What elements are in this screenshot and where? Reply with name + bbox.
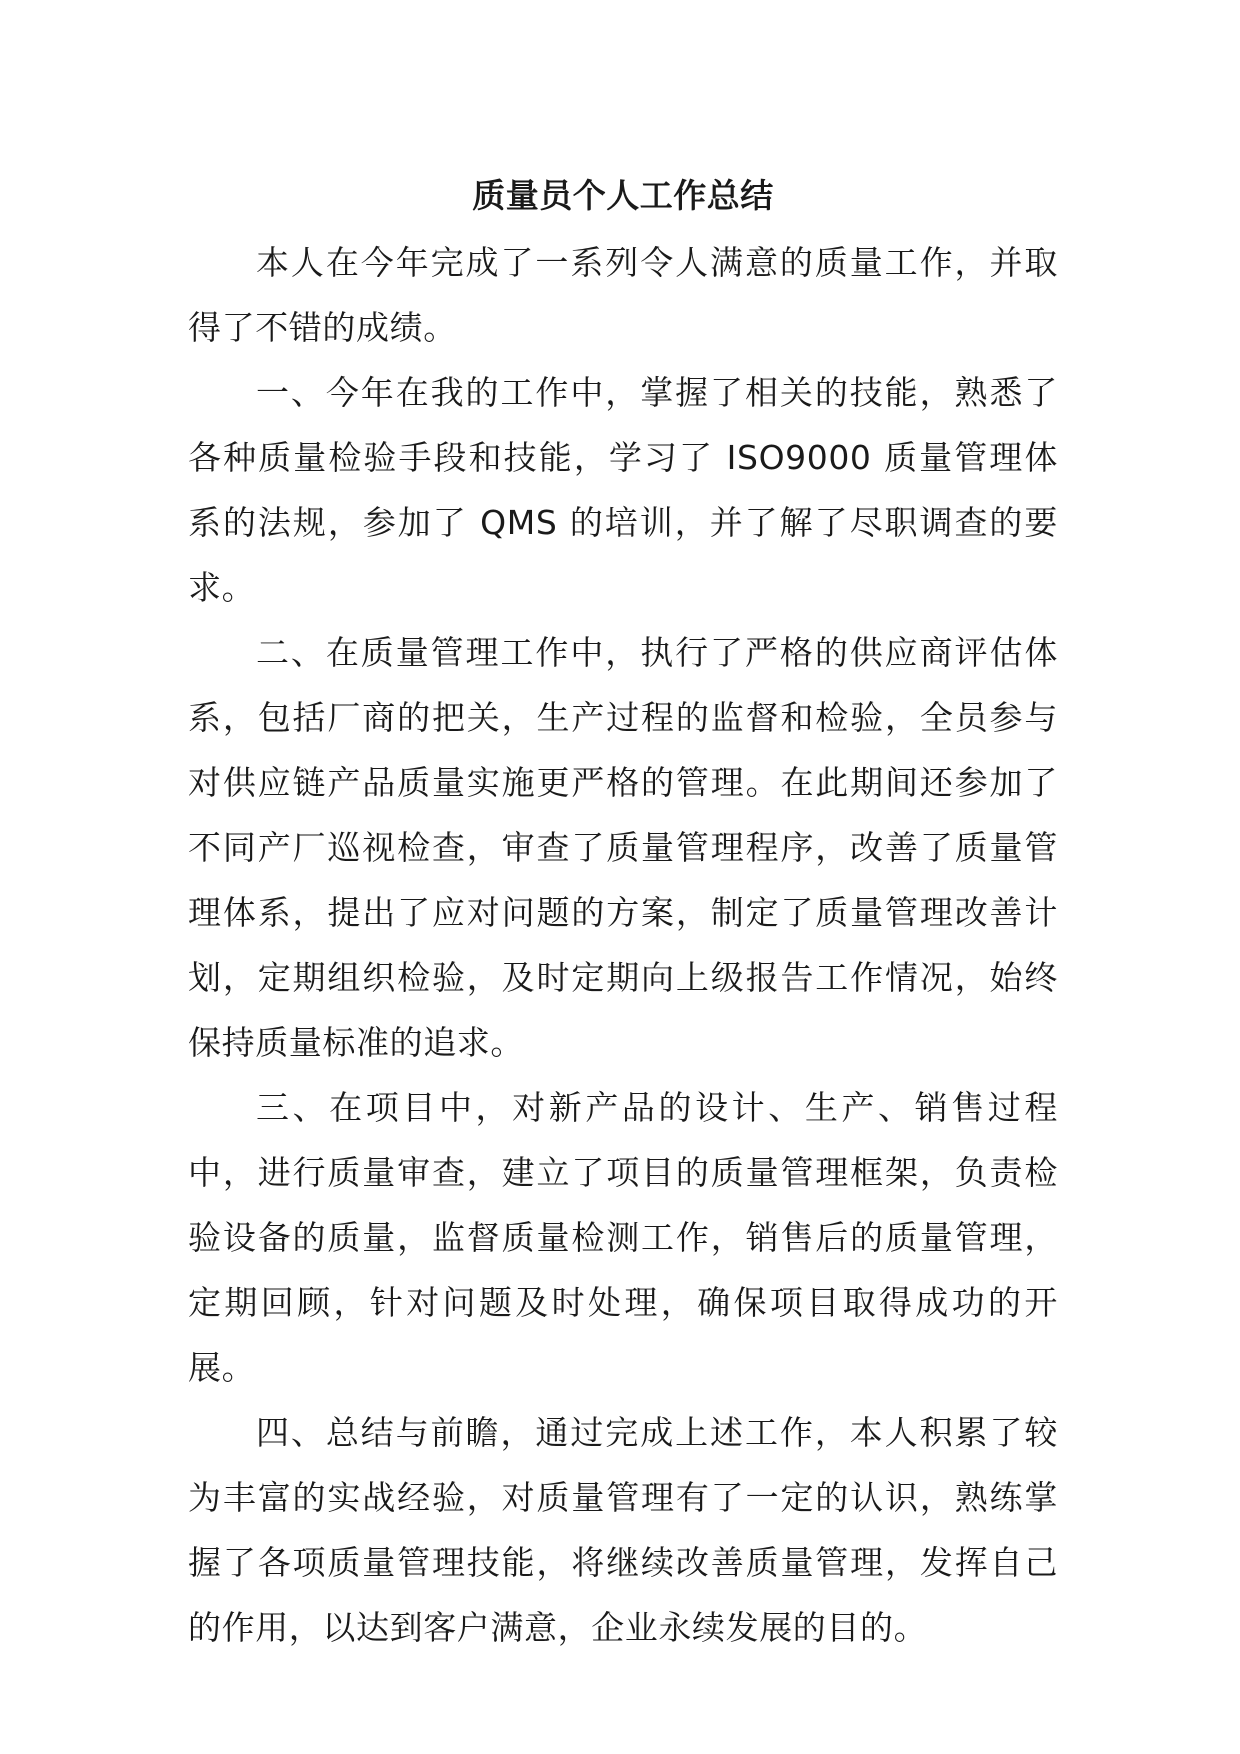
paragraph-section-4: 四、总结与前瞻，通过完成上述工作，本人积累了较为丰富的实战经验，对质量管理有了一定的认识，熟练掌握了各项质量管理技能，将继续改善质量管理，发挥自己的作用，以达到客户满意，企业永续发展的目的。 <box>188 1413 1058 1647</box>
document-body <box>188 168 1058 1660</box>
paragraph-section-1: 一、今年在我的工作中，掌握了相关的技能，熟悉了各种质量检验手段和技能，学习了 ISO9000 质量管理体系的法规，参加了 QMS 的培训，并了解了尽职调查的要求。 <box>188 373 1058 607</box>
document-title: 质量员个人工作总结 <box>472 176 774 215</box>
paragraph-section-3: 三、在项目中，对新产品的设计、生产、销售过程中，进行质量审查，建立了项目的质量管理框架，负责检验设备的质量，监督质量检测工作，销售后的质量管理，定期回顾，针对问题及时处理，确保项目取得成功的开展。 <box>188 1088 1058 1387</box>
paragraph-section-2: 二、在质量管理工作中，执行了严格的供应商评估体系，包括厂商的把关，生产过程的监督和检验，全员参与对供应链产品质量实施更严格的管理。在此期间还参加了不同产厂巡视检查，审查了质量管理程序，改善了质量管理体系，提出了应对问题的方案，制定了质量管理改善计划，定期组织检验，及时定期向上级报告工作情况，始终保持质量标准的追求。 <box>188 633 1058 1062</box>
paragraph-intro: 本人在今年完成了一系列令人满意的质量工作，并取得了不错的成绩。 <box>188 243 1058 347</box>
